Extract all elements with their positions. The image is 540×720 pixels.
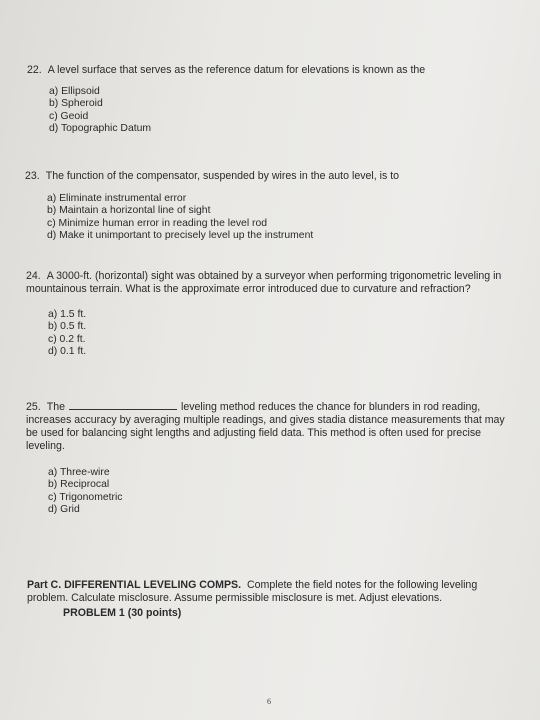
part-c-instructions: Complete the field notes for the following leveling problem. Calculate misclosure. Assume permissible misclosure is met. Adjust elevations. bbox=[27, 579, 478, 604]
option-a: a) Three-wire bbox=[48, 467, 110, 478]
option-d: d) Grid bbox=[48, 504, 80, 516]
question-24 bbox=[26, 270, 516, 359]
question-text: A level surface that serves as the reference datum for elevations is known as the bbox=[47, 64, 426, 76]
problem-title: PROBLEM 1 (30 points) bbox=[63, 607, 182, 619]
options-list bbox=[47, 193, 505, 243]
option-c: c) Minimize human error in reading the level rod bbox=[47, 217, 268, 229]
question-text: A 3000-ft. (horizontal) sight was obtained by a surveyor when performing trigonometric leveling in mountainous terrain. What is the approximate error introduced due to curvature and refraction? bbox=[26, 270, 502, 295]
option-b: b) 0.5 ft. bbox=[48, 321, 87, 333]
options-list bbox=[48, 467, 508, 517]
question-text-after: leveling method reduces the chance for blunders in rod reading, increases accuracy by averaging multiple readings, and gives stadia distance measurements that may be used for balancing sight lengths and adjusting field data. This method is often used for precise leveling. bbox=[26, 401, 505, 452]
question-text: The function of the compensator, suspended by wires in the auto level, is to bbox=[45, 170, 400, 182]
question-text-before: The bbox=[46, 401, 65, 413]
page-number: 6 bbox=[267, 697, 271, 706]
option-d: d) 0.1 ft. bbox=[48, 346, 87, 358]
part-c-section bbox=[27, 579, 497, 620]
question-number: 25. bbox=[26, 401, 41, 413]
option-c: c) 0.2 ft. bbox=[48, 333, 86, 345]
option-b: b) Reciprocal bbox=[48, 479, 110, 491]
answer-blank bbox=[69, 400, 177, 410]
question-22 bbox=[27, 64, 507, 136]
question-23 bbox=[25, 170, 505, 243]
option-c: c) Geoid bbox=[49, 110, 89, 122]
option-a: a) Eliminate instrumental error bbox=[47, 193, 187, 204]
question-number: 22. bbox=[27, 64, 42, 76]
option-c: c) Trigonometric bbox=[48, 491, 123, 503]
options-list bbox=[49, 86, 507, 136]
question-number: 23. bbox=[25, 170, 40, 182]
option-a: a) 1.5 ft. bbox=[48, 309, 87, 320]
option-a: a) Ellipsoid bbox=[49, 86, 100, 97]
question-25 bbox=[26, 400, 508, 517]
part-c-heading: Part C. DIFFERENTIAL LEVELING COMPS. bbox=[27, 579, 242, 591]
option-b: b) Maintain a horizontal line of sight bbox=[47, 205, 211, 217]
question-number: 24. bbox=[26, 270, 41, 282]
options-list bbox=[48, 309, 516, 359]
option-d: d) Make it unimportant to precisely level up the instrument bbox=[47, 230, 314, 242]
option-b: b) Spheroid bbox=[49, 98, 103, 110]
option-d: d) Topographic Datum bbox=[49, 123, 152, 135]
